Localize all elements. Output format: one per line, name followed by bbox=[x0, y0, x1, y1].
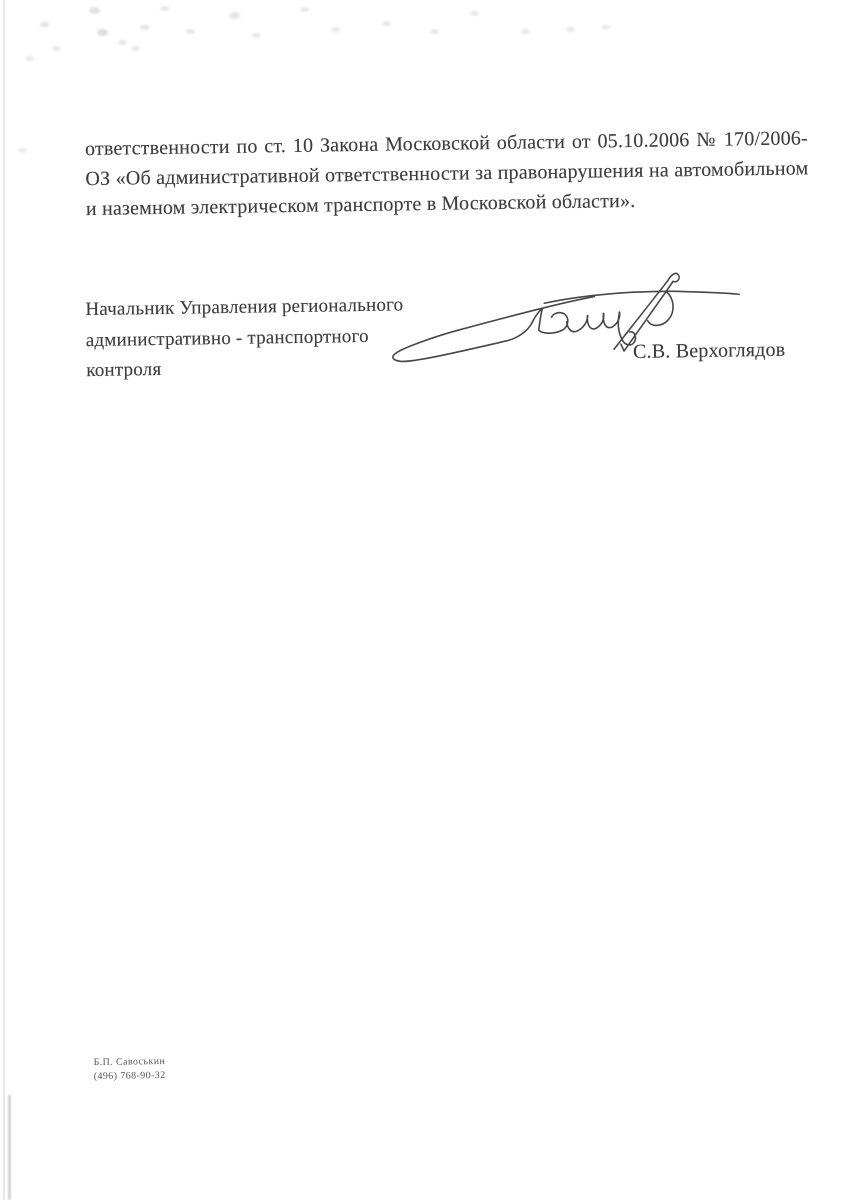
paragraph-line: ОЗ «Об административной ответственности за правонарушения на автомобильном bbox=[85, 157, 809, 191]
paragraph-line: и наземном электрическом транспорте в Московской области». bbox=[85, 189, 636, 221]
signatory-title-line: административно - транспортного bbox=[85, 325, 369, 351]
paragraph-line: ответственности по ст. 10 Закона Московской области от 05.10.2006 № 170/2006- bbox=[84, 127, 809, 161]
executor-phone: (496) 768-90-32 bbox=[93, 1069, 166, 1082]
scan-edge-artifact-bottom bbox=[8, 1095, 11, 1200]
signatory-name: С.В. Верхоглядов bbox=[632, 338, 786, 363]
executor-name: Б.П. Савоськин bbox=[93, 1055, 166, 1069]
signatory-title-line: Начальник Управления регионального bbox=[85, 294, 404, 321]
signatory-title-line: контроля bbox=[86, 358, 162, 382]
executor-footer bbox=[93, 1055, 165, 1083]
body-paragraph bbox=[85, 123, 809, 224]
